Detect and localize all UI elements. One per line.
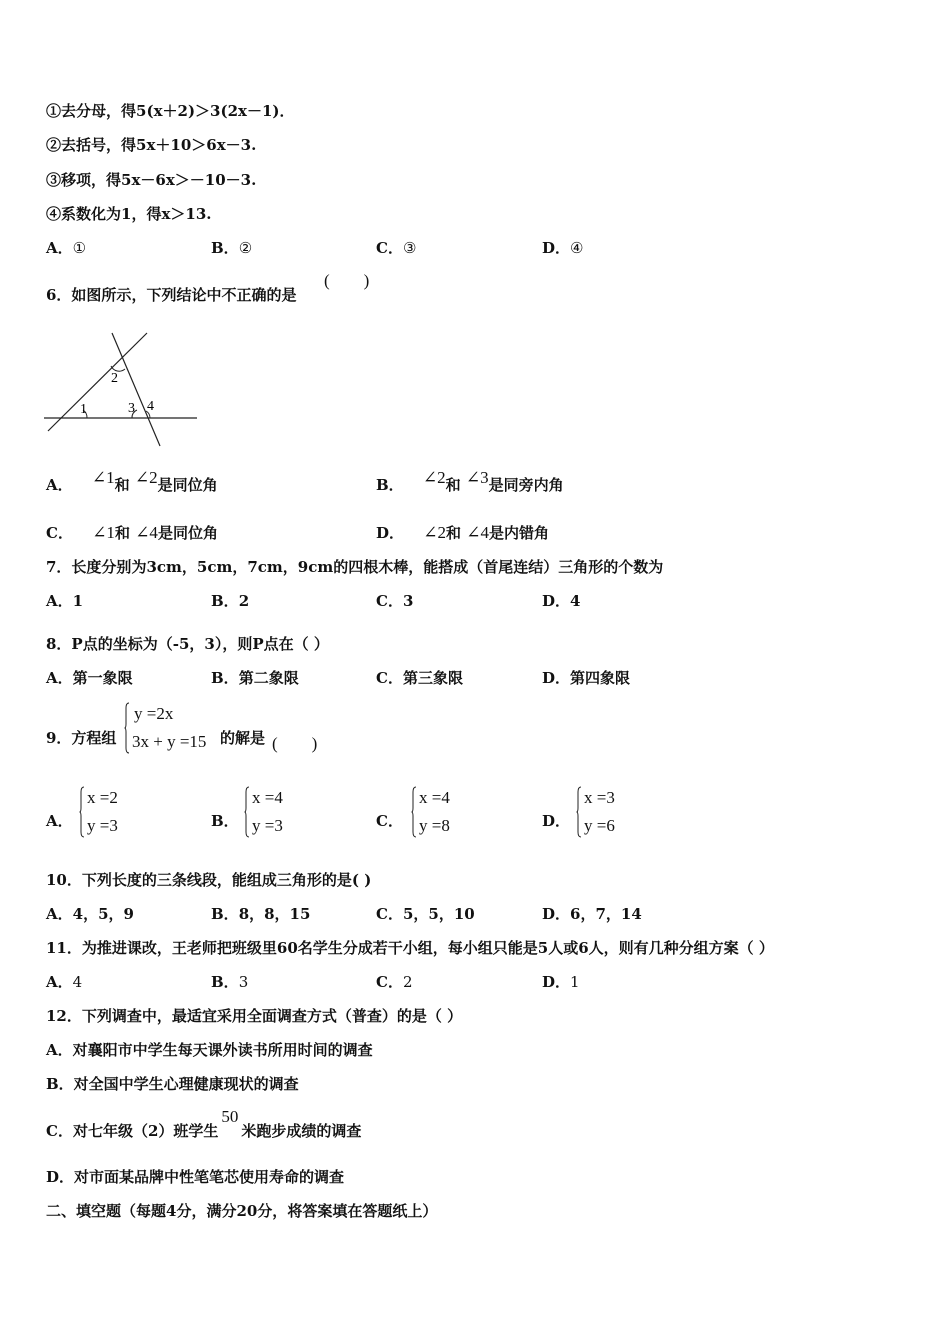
q7-option-a [46,591,83,611]
step-4-marker: ④ [46,205,62,223]
step-1-marker: ① [46,102,62,120]
option-label: B． [376,476,404,494]
section-2-heading: 二、填空题（每题4分，满分20分，将答案填在答题纸上） [46,1202,438,1220]
q7-stem: 7．长度分别为3cm，5cm，7cm，9cm的四根木棒，能搭成（首尾连结）三角形的个数为 [46,558,664,576]
angle-symbol: ∠1 [92,523,115,542]
step-4-expr: x＞13. [161,205,212,223]
option-label: B． [211,669,239,687]
angle-label-4: 4 [147,399,154,414]
angle-label-1: 1 [80,402,87,417]
option-label: C． [46,524,73,542]
q11-option-d [542,972,580,992]
q10-option-c [376,904,475,924]
option-text: 6，7，14 [570,905,642,923]
option-word: 和 [114,524,130,542]
option-label: C． [376,905,403,923]
q10-option-b [211,904,310,924]
step-1-expr: 5(x＋2)＞3(2x－1)． [136,102,295,120]
q9-option-b-label: B． [211,812,239,830]
q7-option-d [542,591,580,611]
option-text: ④ [570,239,584,257]
q6-option-c [46,523,218,543]
option-text: 是同位角 [157,524,218,542]
q9-stem-a: 9．方程组 [46,729,117,747]
brace-icon [124,702,130,754]
q9-option-a-system [79,784,149,842]
option-text: 第二象限 [238,669,299,687]
system-row-2: y =3 [252,816,283,835]
option-label: D． [542,905,571,923]
angle-symbol: ∠3 [465,468,489,487]
option-label: D． [542,973,571,991]
q9-option-c-system [411,784,481,842]
option-text: 米跑步成绩的调查 [241,1122,362,1140]
option-label: D． [542,669,571,687]
q6-option-d [376,523,549,543]
step-2 [46,135,256,155]
option-text: 1 [72,592,84,610]
system-row-1: y =2x [134,704,174,723]
angle-label-2: 2 [111,371,118,386]
option-label: B． [211,973,239,991]
option-label: B． [211,239,239,257]
q9-option-c-label: C． [376,812,403,830]
q9-option-d-system [576,784,646,842]
q7-option-b [211,591,249,611]
brace-icon [411,786,417,838]
q9-stem-b: 的解是 [220,729,266,747]
option-label: A． [46,669,73,687]
option-label: A． [46,973,73,991]
q9-equation-system [124,700,224,758]
system-row-1: x =4 [252,788,283,807]
option-text: 4 [72,973,83,991]
option-word: 和 [445,476,461,494]
option-label: A． [46,239,73,257]
q11-option-b [211,972,248,992]
q6-figure [40,328,205,450]
angle-symbol: ∠4 [466,523,489,542]
system-row-1: x =2 [87,788,118,807]
option-text: C．对七年级（2）班学生 [46,1122,219,1140]
q5-option-b [211,238,252,258]
option-text: 5，5，10 [402,905,475,923]
option-text: 是同旁内角 [488,476,564,494]
option-label: C． [376,592,403,610]
step-3-marker: ③ [46,171,62,189]
step-3 [46,170,256,190]
step-4 [46,204,212,224]
q10-option-d [542,904,642,924]
angle-symbol: ∠2 [423,523,446,542]
step-1-text: 去分母，得 [61,102,137,120]
q6-stem: 6．如图所示，下列结论中不正确的是 [46,286,297,304]
angle-label-3: 3 [128,401,135,416]
option-number: 50 [221,1107,239,1126]
option-word: 和 [114,476,130,494]
option-label: A． [46,476,73,494]
q9-option-a-label: A． [46,812,73,830]
option-label: D． [542,592,571,610]
q8-stem: 8．P点的坐标为（-5，3），则P点在（ ） [46,635,329,653]
option-text: 2 [238,592,250,610]
q11-option-a [46,972,82,992]
option-label: A． [46,592,73,610]
q8-option-a [46,668,133,688]
option-label: B． [211,592,239,610]
option-label: C． [376,973,403,991]
q7-option-c [376,591,413,611]
q9-option-d-label: D． [542,812,571,830]
option-label: D． [376,524,405,542]
q9-answer-paren: ( ) [272,734,318,753]
option-text: 4，5，9 [72,905,134,923]
q5-option-c [376,238,416,258]
system-row-2: y =6 [584,816,615,835]
option-label: C． [376,669,403,687]
q12-option-d: D．对市面某品牌中性笔笔芯使用寿命的调查 [46,1168,345,1186]
q11-stem: 11．为推进课改，王老师把班级里60名学生分成若干小组，每小组只能是5人或6人，则有几种分组方案（ ） [46,939,774,957]
option-word: 和 [446,524,462,542]
q6-option-b [376,468,564,499]
brace-icon [244,786,250,838]
step-3-text: 移项，得 [61,171,122,189]
q6-option-a [46,468,218,499]
q10-stem: 10．下列长度的三条线段，能组成三角形的是( ) [46,871,372,889]
step-2-marker: ② [46,136,62,154]
q5-option-d [542,238,583,258]
step-4-text: 系数化为1，得 [61,205,162,223]
q12-option-b: B．对全国中学生心理健康现状的调查 [46,1075,299,1093]
option-text: 是内错角 [489,524,550,542]
angle-symbol: ∠1 [91,468,115,487]
step-1 [46,101,295,121]
option-text: ② [238,239,253,257]
option-text: 第三象限 [402,669,463,687]
option-text: ① [72,239,87,257]
q8-option-d [542,668,630,688]
option-label: D． [542,239,571,257]
q12-option-c [46,1107,362,1141]
q9-option-b-system [244,784,314,842]
q10-option-a [46,904,134,924]
q6-answer-paren: ( ) [324,271,370,290]
transversal-right [112,333,160,446]
q5-option-a [46,238,86,258]
option-label: C． [376,239,403,257]
option-label: A． [46,905,73,923]
angle-symbol: ∠2 [134,468,158,487]
brace-icon [79,786,85,838]
option-label: B． [211,905,239,923]
q12-option-a: A．对襄阳市中学生每天课外读书所用时间的调查 [46,1041,373,1059]
option-text: 3 [238,973,249,991]
step-2-expr: 5x＋10＞6x－3. [136,136,257,154]
option-text: 8，8，15 [238,905,311,923]
step-2-text: 去括号，得 [61,136,137,154]
system-row-2: y =3 [87,816,118,835]
q12-stem: 12．下列调查中，最适宜采用全面调查方式（普查）的是（ ） [46,1007,463,1025]
step-3-expr: 5x－6x＞－10－3. [121,171,257,189]
q11-option-c [376,972,413,992]
option-text: 第四象限 [570,669,631,687]
brace-icon [576,786,582,838]
option-text: 1 [570,973,580,991]
option-text: 第一象限 [72,669,133,687]
option-text: 4 [570,592,581,610]
angle-symbol: ∠2 [422,468,446,487]
system-row-1: x =4 [419,788,450,807]
q8-option-c [376,668,463,688]
option-text: 是同位角 [157,476,218,494]
option-text: 2 [402,973,413,991]
option-text: ③ [402,239,417,257]
q8-option-b [211,668,299,688]
option-text: 3 [402,592,414,610]
angle-symbol: ∠4 [135,523,158,542]
system-row-1: x =3 [584,788,615,807]
system-row-2: 3x + y =15 [132,732,207,751]
system-row-2: y =8 [419,816,450,835]
